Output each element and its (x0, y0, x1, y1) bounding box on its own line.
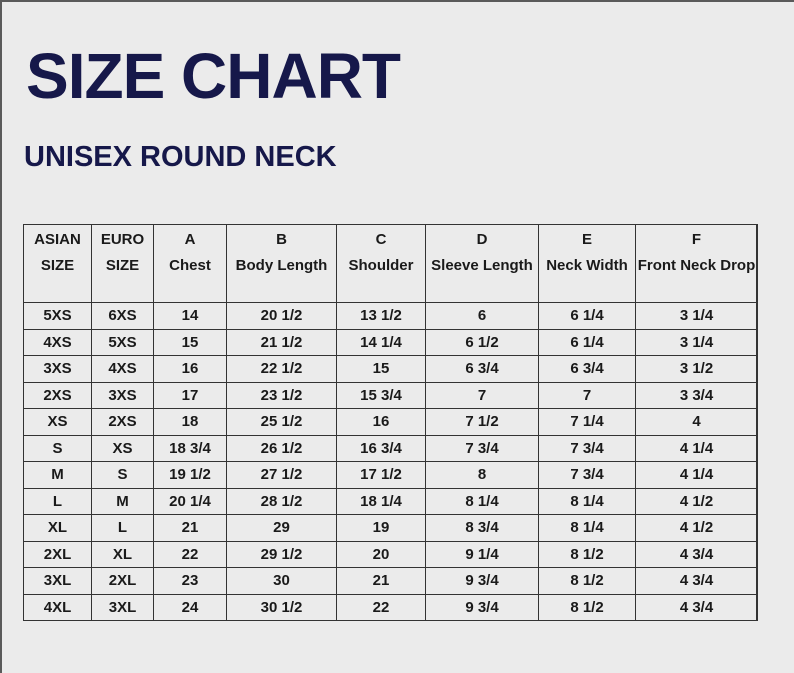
cell-front-neck-drop: 3 1/4 (636, 329, 758, 356)
cell-euro-size: 4XS (92, 356, 154, 383)
cell-body-length: 30 1/2 (227, 594, 337, 621)
cell-asian-size: L (24, 488, 92, 515)
cell-sleeve-length: 7 3/4 (426, 435, 539, 462)
cell-front-neck-drop: 4 3/4 (636, 568, 758, 595)
cell-neck-width: 8 1/4 (539, 515, 636, 542)
cell-neck-width: 8 1/4 (539, 488, 636, 515)
cell-asian-size: M (24, 462, 92, 489)
table-row (24, 462, 758, 489)
cell-euro-size: 2XL (92, 568, 154, 595)
header-label-front-neck-drop: Front Neck Drop (636, 253, 758, 303)
cell-front-neck-drop: 3 3/4 (636, 382, 758, 409)
cell-euro-size: L (92, 515, 154, 542)
cell-neck-width: 8 1/2 (539, 568, 636, 595)
cell-sleeve-length: 7 1/2 (426, 409, 539, 436)
cell-shoulder: 18 1/4 (337, 488, 426, 515)
size-table-body (24, 303, 758, 621)
cell-body-length: 22 1/2 (227, 356, 337, 383)
header-label-sleeve-length: Sleeve Length (426, 253, 539, 303)
cell-euro-size: 6XS (92, 303, 154, 330)
cell-body-length: 29 1/2 (227, 541, 337, 568)
cell-shoulder: 16 3/4 (337, 435, 426, 462)
cell-sleeve-length: 9 3/4 (426, 568, 539, 595)
table-row (24, 594, 758, 621)
header-letter-e: E (539, 225, 636, 254)
cell-neck-width: 8 1/2 (539, 594, 636, 621)
cell-body-length: 20 1/2 (227, 303, 337, 330)
cell-neck-width: 7 3/4 (539, 435, 636, 462)
cell-euro-size: 5XS (92, 329, 154, 356)
cell-euro-size: M (92, 488, 154, 515)
cell-front-neck-drop: 4 3/4 (636, 541, 758, 568)
table-row (24, 488, 758, 515)
header-label-chest: Chest (154, 253, 227, 303)
cell-neck-width: 7 3/4 (539, 462, 636, 489)
cell-shoulder: 15 3/4 (337, 382, 426, 409)
cell-neck-width: 8 1/2 (539, 541, 636, 568)
cell-front-neck-drop: 4 1/4 (636, 435, 758, 462)
cell-neck-width: 6 3/4 (539, 356, 636, 383)
cell-euro-size: S (92, 462, 154, 489)
cell-shoulder: 13 1/2 (337, 303, 426, 330)
cell-shoulder: 16 (337, 409, 426, 436)
table-row (24, 382, 758, 409)
cell-chest: 17 (154, 382, 227, 409)
header-label-row (24, 253, 758, 303)
page-title: SIZE CHART (26, 40, 400, 112)
header-letter-asian: ASIAN (24, 225, 92, 254)
cell-chest: 21 (154, 515, 227, 542)
cell-sleeve-length: 8 1/4 (426, 488, 539, 515)
cell-asian-size: 5XS (24, 303, 92, 330)
cell-front-neck-drop: 4 1/4 (636, 462, 758, 489)
table-row (24, 541, 758, 568)
cell-sleeve-length: 7 (426, 382, 539, 409)
cell-asian-size: XS (24, 409, 92, 436)
cell-body-length: 23 1/2 (227, 382, 337, 409)
cell-sleeve-length: 9 1/4 (426, 541, 539, 568)
header-label-shoulder: Shoulder (337, 253, 426, 303)
cell-sleeve-length: 6 3/4 (426, 356, 539, 383)
cell-chest: 23 (154, 568, 227, 595)
cell-shoulder: 17 1/2 (337, 462, 426, 489)
header-letter-euro: EURO (92, 225, 154, 254)
cell-front-neck-drop: 3 1/4 (636, 303, 758, 330)
cell-shoulder: 19 (337, 515, 426, 542)
header-letter-f: F (636, 225, 758, 254)
header-letter-a: A (154, 225, 227, 254)
cell-asian-size: S (24, 435, 92, 462)
table-row (24, 356, 758, 383)
cell-asian-size: 4XL (24, 594, 92, 621)
cell-body-length: 28 1/2 (227, 488, 337, 515)
cell-chest: 20 1/4 (154, 488, 227, 515)
cell-sleeve-length: 8 3/4 (426, 515, 539, 542)
cell-front-neck-drop: 4 1/2 (636, 488, 758, 515)
cell-body-length: 25 1/2 (227, 409, 337, 436)
cell-euro-size: 3XS (92, 382, 154, 409)
cell-chest: 18 3/4 (154, 435, 227, 462)
cell-asian-size: 3XS (24, 356, 92, 383)
cell-euro-size: XL (92, 541, 154, 568)
cell-asian-size: 2XS (24, 382, 92, 409)
size-table (23, 224, 758, 621)
table-row (24, 435, 758, 462)
cell-shoulder: 15 (337, 356, 426, 383)
cell-front-neck-drop: 4 1/2 (636, 515, 758, 542)
page-subtitle: UNISEX ROUND NECK (24, 141, 337, 173)
cell-euro-size: 2XS (92, 409, 154, 436)
cell-body-length: 26 1/2 (227, 435, 337, 462)
header-label-neck-width: Neck Width (539, 253, 636, 303)
cell-sleeve-length: 9 3/4 (426, 594, 539, 621)
size-table-frame (23, 224, 757, 620)
cell-chest: 14 (154, 303, 227, 330)
cell-asian-size: 2XL (24, 541, 92, 568)
cell-body-length: 29 (227, 515, 337, 542)
header-label-asian-size: SIZE (24, 253, 92, 303)
cell-asian-size: XL (24, 515, 92, 542)
cell-neck-width: 6 1/4 (539, 329, 636, 356)
cell-asian-size: 3XL (24, 568, 92, 595)
cell-neck-width: 7 1/4 (539, 409, 636, 436)
cell-front-neck-drop: 3 1/2 (636, 356, 758, 383)
cell-euro-size: XS (92, 435, 154, 462)
table-row (24, 329, 758, 356)
cell-chest: 15 (154, 329, 227, 356)
cell-neck-width: 6 1/4 (539, 303, 636, 330)
cell-chest: 24 (154, 594, 227, 621)
cell-euro-size: 3XL (92, 594, 154, 621)
cell-shoulder: 21 (337, 568, 426, 595)
table-row (24, 515, 758, 542)
cell-shoulder: 20 (337, 541, 426, 568)
cell-neck-width: 7 (539, 382, 636, 409)
cell-body-length: 21 1/2 (227, 329, 337, 356)
cell-sleeve-length: 8 (426, 462, 539, 489)
table-row (24, 303, 758, 330)
cell-body-length: 27 1/2 (227, 462, 337, 489)
cell-body-length: 30 (227, 568, 337, 595)
cell-front-neck-drop: 4 3/4 (636, 594, 758, 621)
cell-shoulder: 14 1/4 (337, 329, 426, 356)
header-label-body-length: Body Length (227, 253, 337, 303)
header-letter-d: D (426, 225, 539, 254)
header-letter-row (24, 225, 758, 254)
header-letter-c: C (337, 225, 426, 254)
cell-sleeve-length: 6 (426, 303, 539, 330)
cell-chest: 18 (154, 409, 227, 436)
table-row (24, 568, 758, 595)
cell-chest: 19 1/2 (154, 462, 227, 489)
cell-asian-size: 4XS (24, 329, 92, 356)
cell-chest: 22 (154, 541, 227, 568)
header-letter-b: B (227, 225, 337, 254)
cell-sleeve-length: 6 1/2 (426, 329, 539, 356)
cell-front-neck-drop: 4 (636, 409, 758, 436)
cell-shoulder: 22 (337, 594, 426, 621)
table-row (24, 409, 758, 436)
cell-chest: 16 (154, 356, 227, 383)
header-label-euro-size: SIZE (92, 253, 154, 303)
